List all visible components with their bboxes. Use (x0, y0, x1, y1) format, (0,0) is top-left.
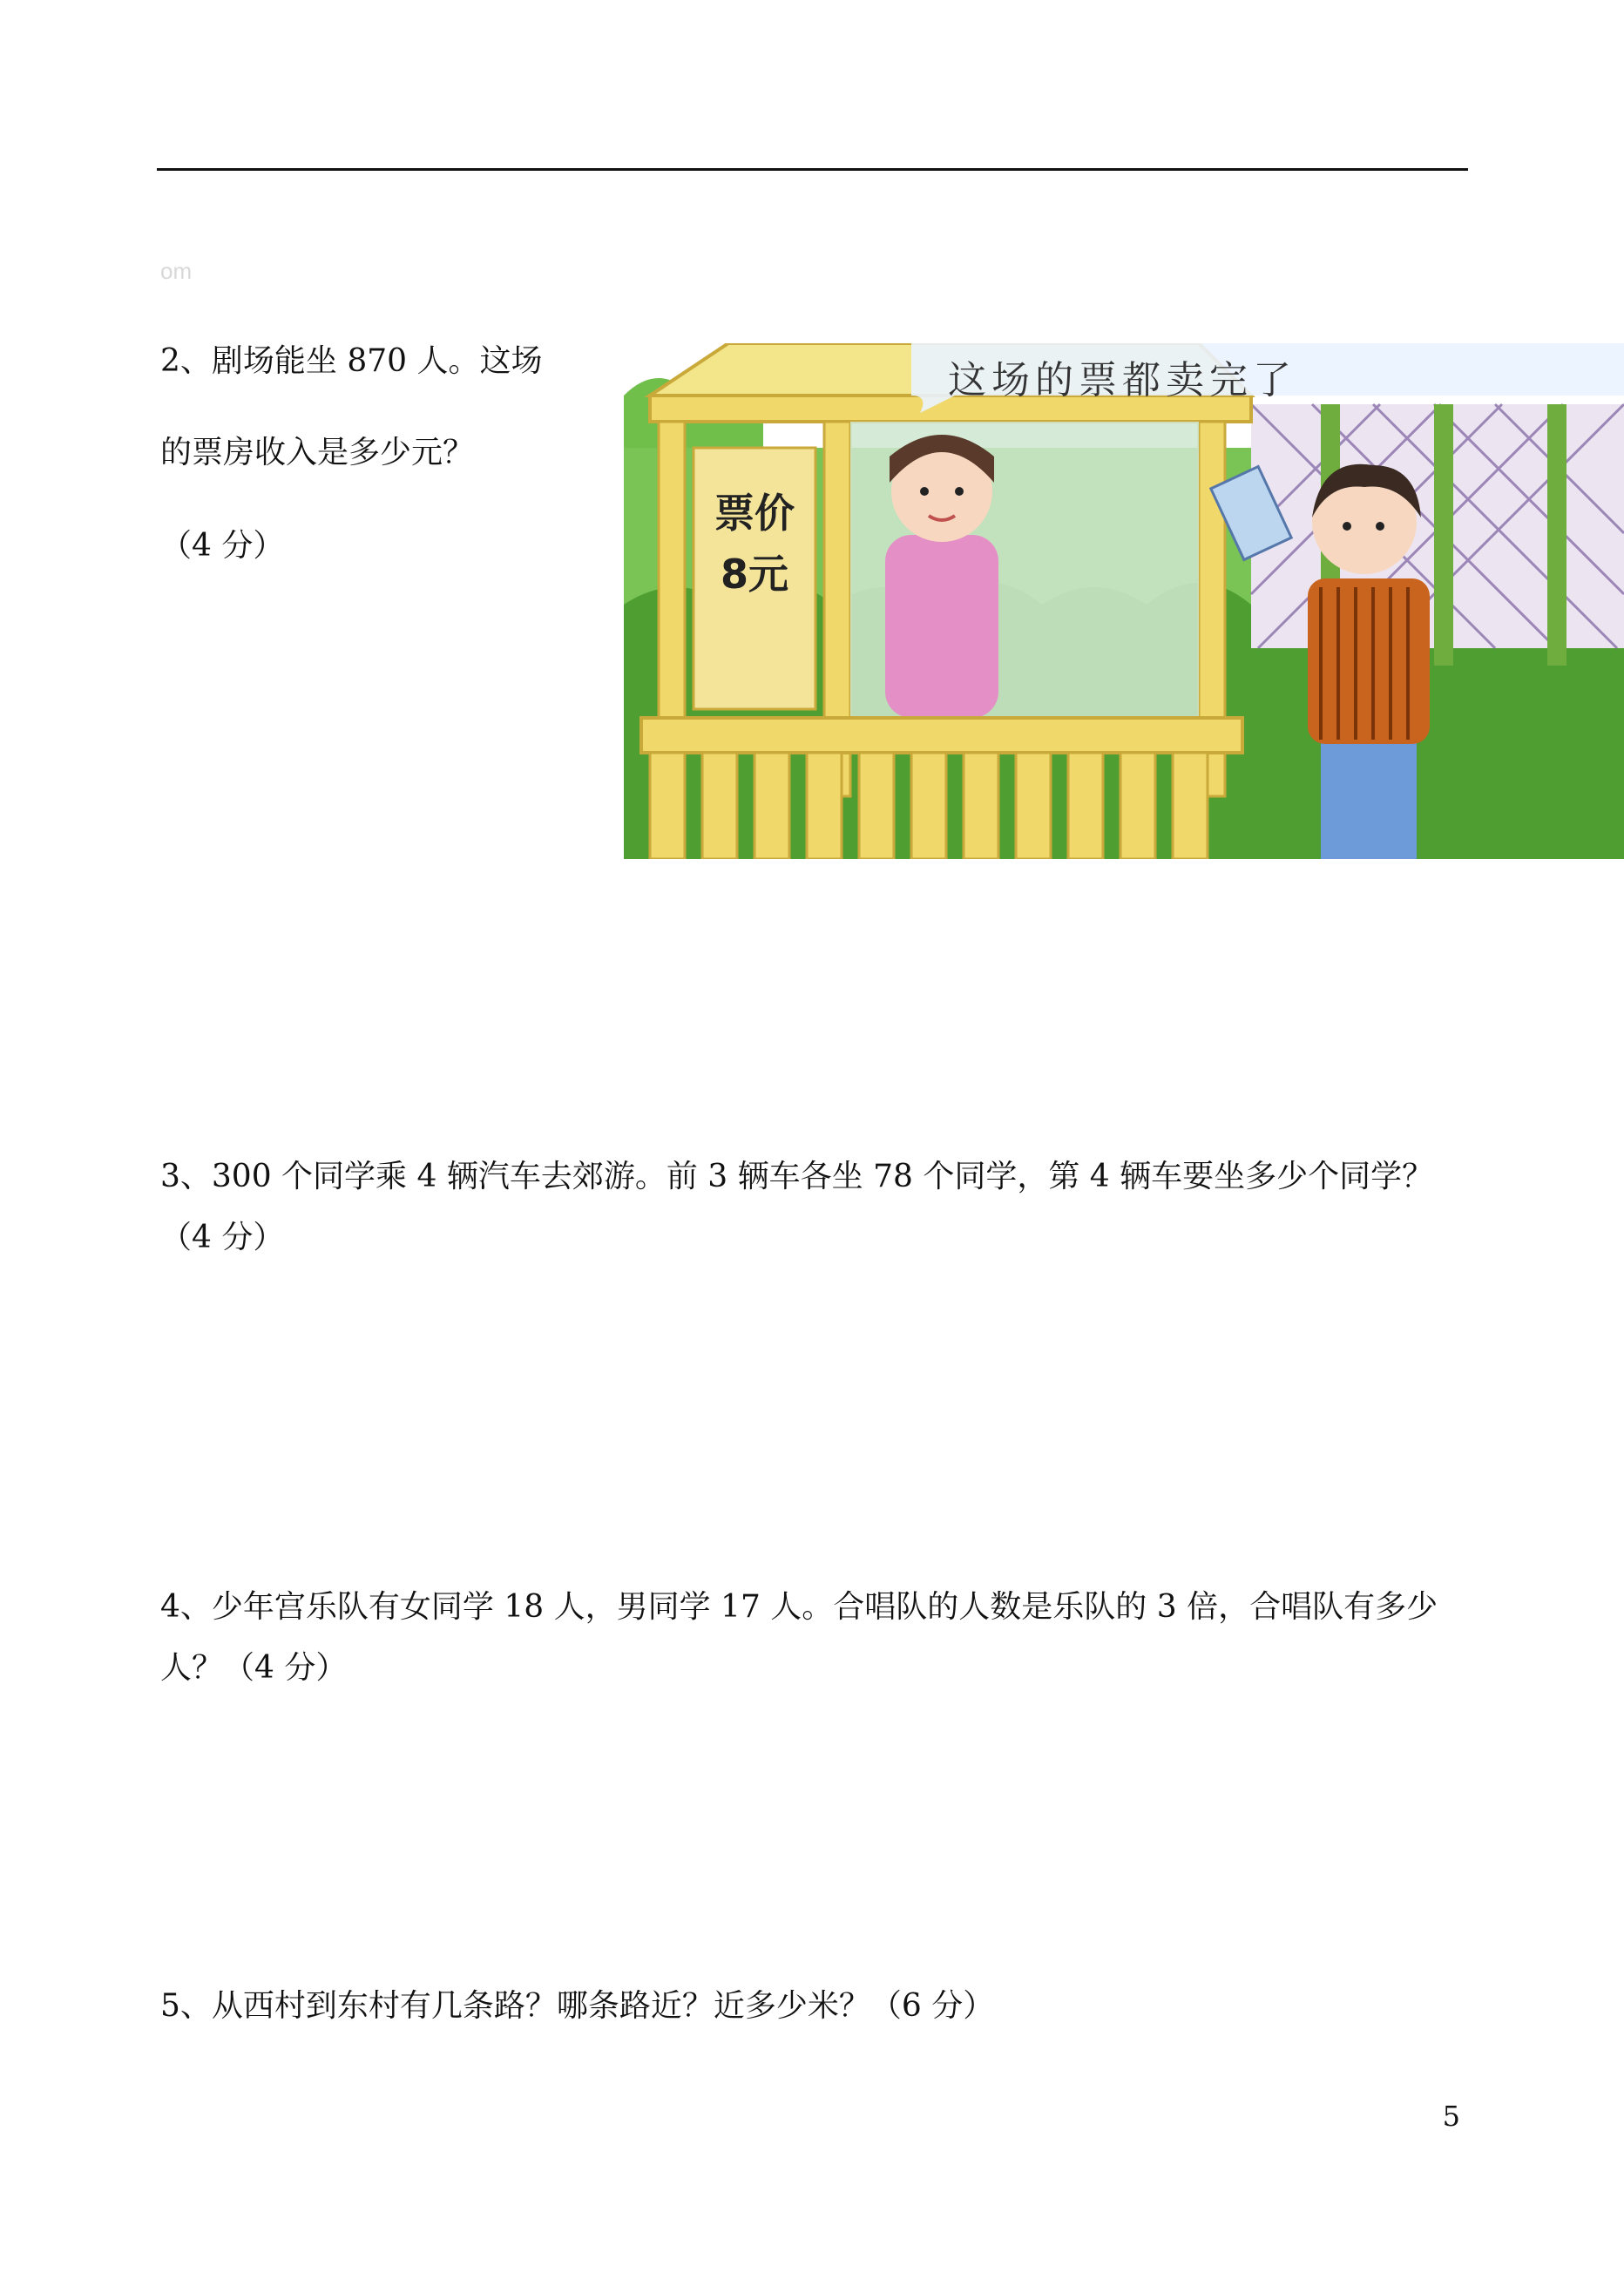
header-rule (157, 168, 1468, 171)
price-sign-text (694, 483, 815, 605)
question-2-score: （4 分） (160, 528, 285, 564)
question-2-line-2: 的票房收入是多少元？ (160, 435, 475, 470)
page-number: 5 (1442, 2100, 1460, 2133)
question-2-line-1: 2、剧场能坐 870 人。这场 (160, 343, 543, 379)
question-4-line-1: 4、少年宫乐队有女同学 18 人，男同学 17 人。合唱队的人数是乐队的 3 倍，合唱队有多少 (160, 1589, 1438, 1625)
question-3-line-1: 3、300 个同学乘 4 辆汽车去郊游。前 3 辆车各坐 78 个同学，第 4 辆车要坐多少个同学？ (160, 1159, 1434, 1194)
speech-bubble-text: 这场的票都卖完了 (948, 358, 1296, 402)
question-4-line-2: 人？（4 分） (160, 1650, 348, 1686)
price-sign-line-2: 8元 (720, 551, 788, 598)
ticket-booth-illustration (624, 343, 1624, 859)
stray-text: om (160, 258, 193, 284)
question-5-line-1: 5、从西村到东村有几条路？哪条路近？近多少米？（6 分） (160, 1988, 995, 2024)
price-sign-line-1: 票价 (714, 490, 795, 537)
question-3-score: （4 分） (160, 1220, 285, 1255)
